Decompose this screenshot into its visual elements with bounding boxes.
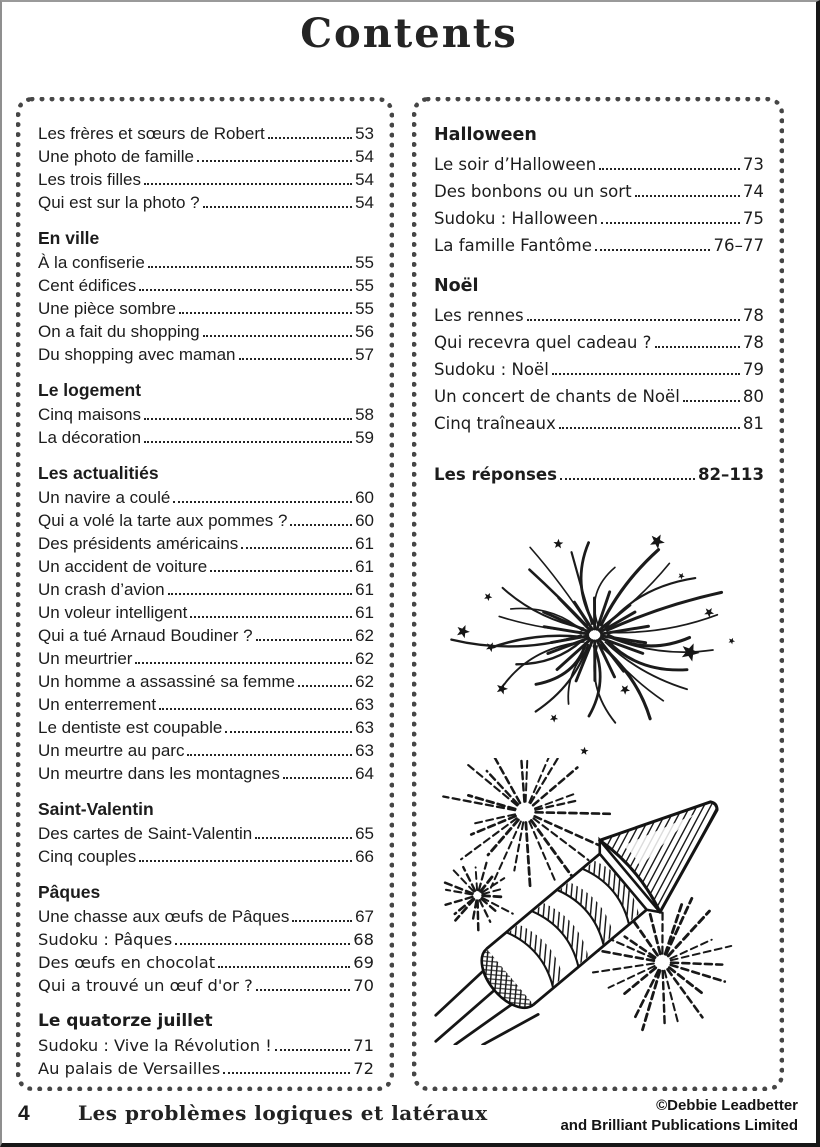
toc-entry-page: 60 bbox=[355, 488, 374, 507]
toc-dot-leader bbox=[175, 943, 350, 945]
toc-entry-title: Un navire a coulé bbox=[38, 488, 171, 507]
toc-entry-page: 54 bbox=[355, 193, 374, 212]
toc-entry bbox=[38, 486, 374, 509]
toc-entry-title: Sudoku : Noël bbox=[434, 360, 549, 379]
toc-entry bbox=[434, 302, 764, 329]
toc-dot-leader bbox=[173, 501, 352, 503]
toc-entry-title: Qui a trouvé un œuf d'or ? bbox=[38, 976, 253, 995]
toc-entry-title: Des œufs en chocolat bbox=[38, 953, 216, 972]
toc-right-entries bbox=[434, 122, 764, 488]
copyright-line-1: ©Debbie Leadbetter bbox=[656, 1097, 798, 1114]
toc-entry-title: Un crash d’avion bbox=[38, 580, 165, 599]
toc-entry-title: Une photo de famille bbox=[38, 147, 194, 166]
toc-dot-leader bbox=[298, 685, 352, 687]
toc-section-heading: Halloween bbox=[434, 125, 537, 145]
toc-entry bbox=[38, 343, 374, 366]
toc-dot-leader bbox=[292, 920, 352, 922]
toc-dot-leader bbox=[187, 754, 352, 756]
star-icon bbox=[550, 714, 558, 722]
toc-entry bbox=[38, 974, 374, 997]
toc-entry-title: Cent édifices bbox=[38, 276, 137, 295]
toc-entry-page: 63 bbox=[355, 741, 374, 760]
toc-entry-page: 82–113 bbox=[697, 465, 764, 484]
star-icon bbox=[497, 683, 508, 695]
star-icon bbox=[553, 539, 563, 549]
toc-entry bbox=[38, 297, 374, 320]
toc-entry-page: 75 bbox=[742, 209, 764, 228]
toc-entry bbox=[38, 739, 374, 762]
toc-dot-leader bbox=[135, 662, 352, 664]
toc-entry bbox=[38, 822, 374, 845]
toc-entry bbox=[38, 168, 374, 191]
toc-section-heading: Noël bbox=[434, 276, 479, 296]
toc-entry-page: 61 bbox=[355, 603, 374, 622]
star-icon bbox=[620, 685, 630, 695]
illustrations-block bbox=[434, 498, 764, 1045]
toc-dot-leader bbox=[179, 312, 352, 314]
toc-dot-leader bbox=[635, 195, 740, 197]
toc-entry-title: Des bonbons ou un sort bbox=[434, 182, 632, 201]
toc-entry-page: 72 bbox=[353, 1059, 374, 1078]
toc-dot-leader bbox=[225, 731, 352, 733]
toc-entry-title: Des présidents américains bbox=[38, 534, 239, 553]
toc-entry bbox=[38, 509, 374, 532]
toc-entry-title: Un meurtre au parc bbox=[38, 741, 185, 760]
toc-entry-page: 67 bbox=[355, 907, 374, 926]
toc-entry-title: Un meurtrier bbox=[38, 649, 133, 668]
toc-entry-page: 55 bbox=[355, 253, 374, 272]
toc-dot-leader bbox=[197, 160, 352, 162]
toc-dot-leader bbox=[599, 168, 740, 170]
toc-entry bbox=[38, 670, 374, 693]
toc-entry-title: Sudoku : Halloween bbox=[434, 209, 599, 228]
fireworks-illustration bbox=[434, 498, 764, 758]
star-icon bbox=[484, 593, 492, 601]
star-icon bbox=[729, 638, 736, 645]
toc-dot-leader bbox=[139, 289, 352, 291]
toc-section-heading: Le logement bbox=[38, 380, 142, 400]
toc-entry bbox=[38, 1057, 374, 1080]
toc-dot-leader bbox=[655, 346, 740, 348]
toc-right-panel bbox=[412, 97, 784, 1091]
toc-dot-leader bbox=[203, 335, 352, 337]
toc-entry-page: 63 bbox=[355, 695, 374, 714]
toc-entry-page: 74 bbox=[742, 182, 764, 201]
toc-dot-leader bbox=[139, 860, 352, 862]
toc-entry-title: Des cartes de Saint-Valentin bbox=[38, 824, 253, 843]
toc-dot-leader bbox=[683, 400, 740, 402]
toc-entry bbox=[38, 274, 374, 297]
toc-dot-leader bbox=[203, 206, 352, 208]
toc-entry-page: 55 bbox=[355, 276, 374, 295]
toc-section-heading: En ville bbox=[38, 228, 100, 248]
toc-dot-leader bbox=[144, 441, 352, 443]
toc-section-heading: Les actualitiés bbox=[38, 463, 159, 483]
toc-entry bbox=[38, 951, 374, 974]
toc-dot-leader bbox=[559, 427, 740, 429]
toc-entry-page: 62 bbox=[355, 649, 374, 668]
toc-dot-leader bbox=[218, 966, 350, 968]
toc-entry bbox=[434, 205, 764, 232]
toc-entry-page: 55 bbox=[355, 299, 374, 318]
toc-entry bbox=[38, 532, 374, 555]
toc-entry bbox=[38, 762, 374, 785]
toc-entry-title: Cinq traîneaux bbox=[434, 414, 556, 433]
toc-entry bbox=[38, 601, 374, 624]
toc-entry-title: Le dentiste est coupable bbox=[38, 718, 223, 737]
toc-dot-leader bbox=[601, 222, 740, 224]
toc-entry bbox=[434, 232, 764, 259]
toc-dot-leader bbox=[275, 1049, 351, 1051]
toc-entry-page: 78 bbox=[742, 306, 764, 325]
toc-entry-title: Un enterrement bbox=[38, 695, 157, 714]
toc-entry-page: 61 bbox=[355, 534, 374, 553]
toc-dot-leader bbox=[239, 358, 353, 360]
toc-entry bbox=[38, 403, 374, 426]
toc-dot-leader bbox=[148, 266, 352, 268]
toc-entry bbox=[38, 624, 374, 647]
toc-entry bbox=[38, 191, 374, 214]
toc-entry-page: 60 bbox=[355, 511, 374, 530]
toc-dot-leader bbox=[223, 1072, 350, 1074]
toc-entry-title: Les trois filles bbox=[38, 170, 141, 189]
toc-entry-title: Un voleur intelligent bbox=[38, 603, 188, 622]
toc-entry-title: Le soir d’Halloween bbox=[434, 155, 597, 174]
toc-entry bbox=[38, 693, 374, 716]
toc-entry-title: Cinq couples bbox=[38, 847, 137, 866]
toc-entry bbox=[38, 578, 374, 601]
toc-dot-leader bbox=[255, 837, 352, 839]
toc-entry-title: On a fait du shopping bbox=[38, 322, 200, 341]
star-icon bbox=[678, 573, 685, 580]
toc-entry-title: Sudoku : Vive la Révolution ! bbox=[38, 1036, 272, 1055]
toc-entry-page: 68 bbox=[353, 930, 374, 949]
toc-entry-title: Qui a volé la tarte aux pommes ? bbox=[38, 511, 288, 530]
toc-dot-leader bbox=[268, 137, 352, 139]
toc-entry bbox=[434, 383, 764, 410]
toc-dot-leader bbox=[144, 418, 352, 420]
toc-entry-page: 56 bbox=[355, 322, 374, 341]
toc-entry-title: Au palais de Versailles bbox=[38, 1059, 221, 1078]
toc-entry-page: 62 bbox=[355, 626, 374, 645]
toc-entry-title: La famille Fantôme bbox=[434, 236, 592, 255]
rocket-illustration bbox=[434, 758, 764, 1045]
toc-entry-page: 73 bbox=[742, 155, 764, 174]
toc-entry-title: Qui recevra quel cadeau ? bbox=[434, 333, 652, 352]
toc-entry-page: 61 bbox=[355, 557, 374, 576]
toc-entry bbox=[38, 555, 374, 578]
toc-dot-leader bbox=[256, 989, 350, 991]
toc-entry-title: Qui est sur la photo ? bbox=[38, 193, 200, 212]
toc-entry-page: 61 bbox=[355, 580, 374, 599]
toc-entry-title: À la confiserie bbox=[38, 253, 145, 272]
toc-entry bbox=[38, 928, 374, 951]
toc-entry-page: 62 bbox=[355, 672, 374, 691]
toc-dot-leader bbox=[283, 777, 352, 779]
toc-entry-title: Un concert de chants de Noël bbox=[434, 387, 680, 406]
toc-entry-page: 79 bbox=[742, 360, 764, 379]
toc-entry-title: Un meurtre dans les montagnes bbox=[38, 764, 280, 783]
toc-dot-leader bbox=[210, 570, 352, 572]
toc-entry-page: 58 bbox=[355, 405, 374, 424]
toc-entry-page: 53 bbox=[355, 124, 374, 143]
toc-entry-title: Les frères et sœurs de Robert bbox=[38, 124, 265, 143]
toc-entry-page: 76–77 bbox=[713, 236, 764, 255]
toc-entry bbox=[38, 251, 374, 274]
toc-entry-title: Les réponses bbox=[434, 465, 558, 484]
toc-entry-title: Cinq maisons bbox=[38, 405, 141, 424]
toc-left-panel bbox=[16, 97, 394, 1091]
star-icon bbox=[486, 642, 496, 652]
toc-entry-page: 81 bbox=[742, 414, 764, 433]
toc-entry-page: 57 bbox=[355, 345, 374, 364]
toc-entry bbox=[38, 905, 374, 928]
toc-entry-title: Un accident de voiture bbox=[38, 557, 208, 576]
toc-dot-leader bbox=[527, 319, 740, 321]
toc-entry bbox=[38, 145, 374, 168]
copyright-notice bbox=[560, 1096, 798, 1136]
toc-entry bbox=[38, 122, 374, 145]
toc-entry-title: Du shopping avec maman bbox=[38, 345, 236, 364]
toc-entry bbox=[38, 845, 374, 868]
toc-dot-leader bbox=[595, 249, 711, 251]
toc-dot-leader bbox=[290, 524, 352, 526]
toc-entry-page: 54 bbox=[355, 147, 374, 166]
toc-dot-leader bbox=[241, 547, 352, 549]
toc-entry bbox=[38, 320, 374, 343]
toc-section-heading: Pâques bbox=[38, 882, 101, 902]
page-title: Contents bbox=[300, 10, 518, 57]
toc-dot-leader bbox=[159, 708, 352, 710]
toc-entry-title: Sudoku : Pâques bbox=[38, 930, 173, 949]
toc-entry-page: 63 bbox=[355, 718, 374, 737]
toc-entry bbox=[38, 1034, 374, 1057]
toc-entry bbox=[434, 410, 764, 437]
toc-entry-page: 69 bbox=[353, 953, 374, 972]
toc-entry-title: Qui a tué Arnaud Boudiner ? bbox=[38, 626, 253, 645]
toc-dot-leader bbox=[552, 373, 740, 375]
toc-dot-leader bbox=[190, 616, 352, 618]
toc-entry bbox=[38, 716, 374, 739]
toc-entry-page: 70 bbox=[353, 976, 374, 995]
star-icon bbox=[457, 625, 470, 638]
toc-entry-title: Une chasse aux œufs de Pâques bbox=[38, 907, 290, 926]
toc-section-heading: Saint-Valentin bbox=[38, 799, 154, 819]
toc-dot-leader bbox=[256, 639, 353, 641]
star-icon bbox=[580, 747, 588, 755]
toc-entry bbox=[38, 647, 374, 670]
toc-entry-page: 65 bbox=[355, 824, 374, 843]
toc-entry-page: 78 bbox=[742, 333, 764, 352]
page-number: 4 bbox=[18, 1102, 30, 1125]
toc-entry-page: 59 bbox=[355, 428, 374, 447]
toc-dot-leader bbox=[168, 593, 352, 595]
toc-entry bbox=[434, 461, 764, 488]
toc-entry-title: Les rennes bbox=[434, 306, 524, 325]
toc-entry bbox=[434, 151, 764, 178]
toc-entry-page: 71 bbox=[353, 1036, 374, 1055]
toc-entry bbox=[434, 178, 764, 205]
toc-entry-page: 66 bbox=[355, 847, 374, 866]
toc-section-heading: Le quatorze juillet bbox=[38, 1011, 213, 1031]
toc-entry-title: Une pièce sombre bbox=[38, 299, 176, 318]
toc-entry-title: La décoration bbox=[38, 428, 142, 447]
toc-entry-title: Un homme a assassiné sa femme bbox=[38, 672, 295, 691]
toc-dot-leader bbox=[144, 183, 352, 185]
toc-entry bbox=[38, 426, 374, 449]
star-icon bbox=[650, 534, 665, 549]
toc-entry bbox=[434, 356, 764, 383]
toc-dot-leader bbox=[560, 478, 695, 480]
toc-entry-page: 80 bbox=[742, 387, 764, 406]
toc-entry bbox=[434, 329, 764, 356]
toc-entry-page: 64 bbox=[355, 764, 374, 783]
toc-entry-page: 54 bbox=[355, 170, 374, 189]
footer-book-title: Les problèmes logiques et latéraux bbox=[78, 1101, 488, 1125]
copyright-line-2: and Brilliant Publications Limited bbox=[560, 1117, 798, 1134]
